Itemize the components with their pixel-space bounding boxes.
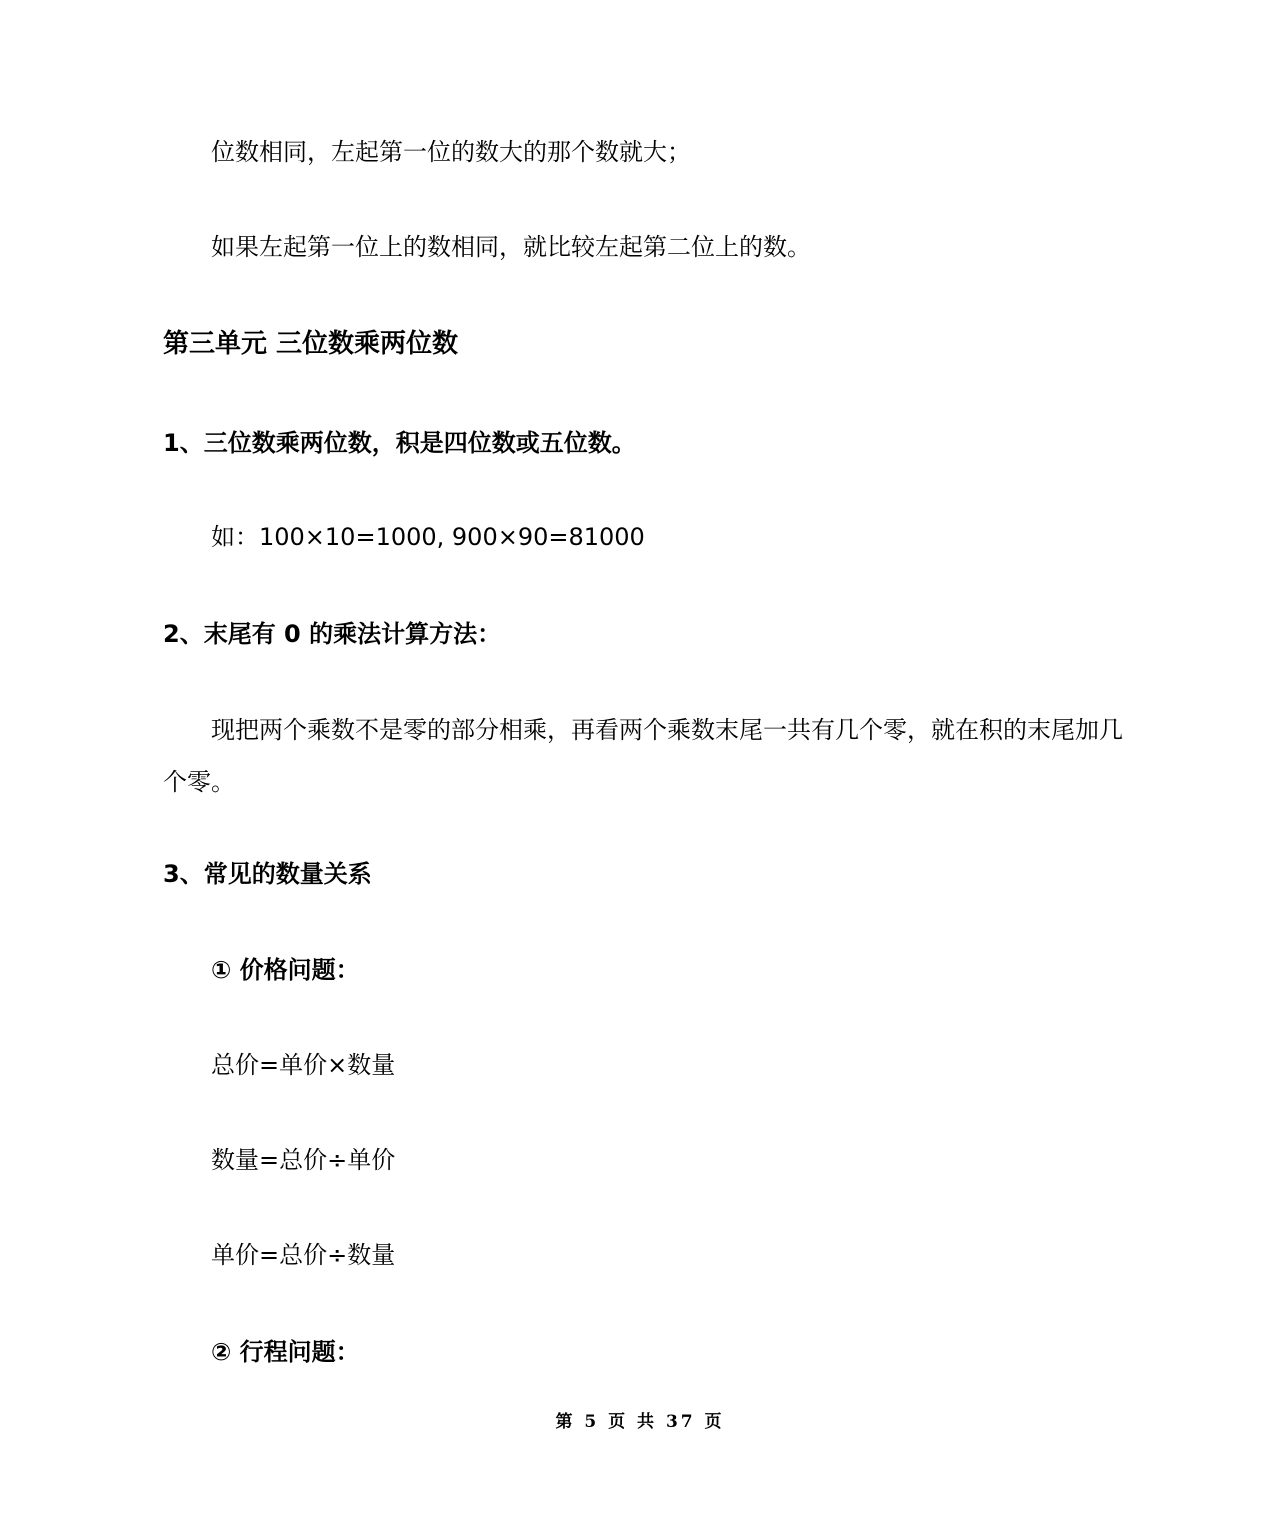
point-2-paragraph: 现把两个乘数不是零的部分相乘，再看两个乘数末尾一共有几个零，就在积的末尾加几个零。 [163, 716, 1123, 796]
formula-line: 单价=总价÷数量 [211, 1241, 396, 1269]
paragraph-line: 位数相同，左起第一位的数大的那个数就大； [211, 138, 691, 166]
point-2-title: 2、末尾有 0 的乘法计算方法： [163, 620, 502, 648]
point-1-example: 如：100×10=1000, 900×90=81000 [211, 523, 645, 551]
point-1-title: 1、三位数乘两位数，积是四位数或五位数。 [163, 429, 636, 457]
formula-line: 总价=单价×数量 [211, 1051, 396, 1079]
unit-heading: 第三单元 三位数乘两位数 [163, 329, 459, 359]
price-problem-title: ① 价格问题： [211, 956, 360, 984]
formula-line: 数量=总价÷单价 [211, 1146, 396, 1174]
paragraph-line: 如果左起第一位上的数相同，就比较左起第二位上的数。 [211, 233, 811, 261]
travel-problem-title: ② 行程问题： [211, 1338, 360, 1366]
page-number: 第 5 页 共 37 页 [555, 1412, 725, 1432]
point-3-title: 3、常见的数量关系 [163, 860, 372, 888]
